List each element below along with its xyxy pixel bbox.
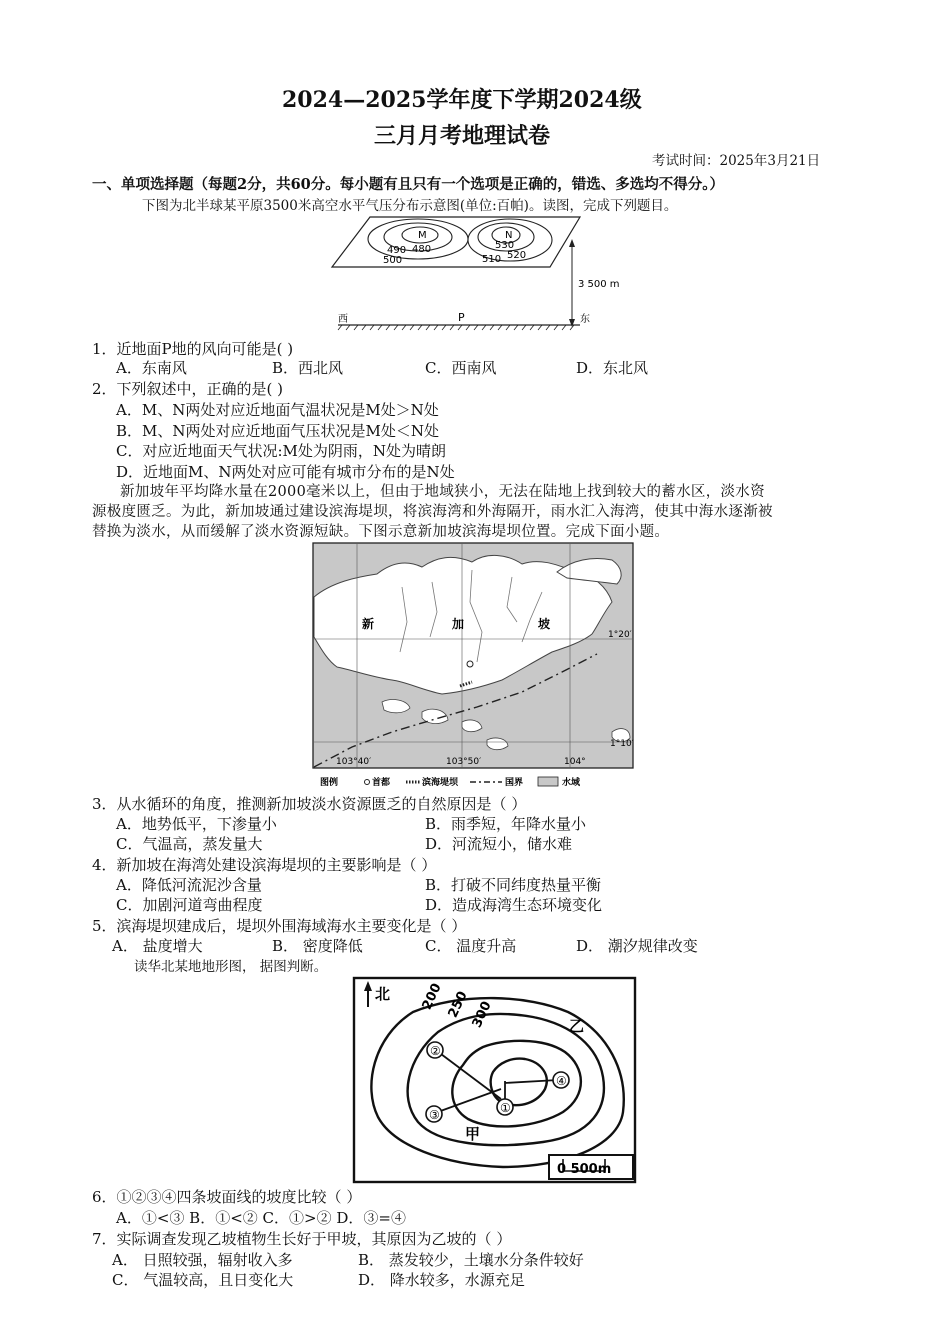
q1-option-d[interactable]: D．东北风 <box>576 359 649 377</box>
map-label-po: 坡 <box>538 617 551 631</box>
legend-capital-icon <box>365 780 370 785</box>
contour-frame <box>354 978 635 1182</box>
isobar-530: 530 <box>495 240 515 251</box>
q1-option-c[interactable]: C．西南风 <box>425 359 497 377</box>
north-label: 北 <box>375 985 391 1003</box>
lat-label-1: 1°20′ <box>608 630 632 640</box>
label-n: N <box>505 230 513 241</box>
q7-option-a[interactable]: A． 日照较强，辐射收入多 <box>112 1251 293 1269</box>
q1-stem: 1．近地面P地的风向可能是( ) <box>92 340 294 358</box>
isobar-520: 520 <box>507 250 527 261</box>
legend-water-icon <box>538 777 558 786</box>
q3-option-d[interactable]: D．河流短小，储水难 <box>425 835 573 853</box>
slope-label-yi: 乙 <box>569 1017 585 1035</box>
intro-singapore-line-1: 新加坡年平均降水量在2000毫米以上，但由于地域狭小，无法在陆地上找到较大的蓄水区，淡水资 <box>120 484 765 500</box>
title-line-2: 三月月考地理试卷 <box>374 123 551 149</box>
isobar-510: 510 <box>482 254 502 265</box>
contour-label-200: 200 <box>419 981 445 1013</box>
q3-stem: 3．从水循环的角度，推测新加坡淡水资源匮乏的自然原因是（ ） <box>92 795 527 813</box>
q7-option-d[interactable]: D． 降水较多，水源充足 <box>358 1271 525 1289</box>
intro-figure-1: 下图为北半球某平原3500米高空水平气压分布示意图(单位:百帕)。读图，完成下列题目。 <box>142 198 678 214</box>
capital-marker <box>467 661 473 667</box>
exam-date: 考试时间：2025年3月21日 <box>652 153 821 169</box>
legend-water: 水域 <box>562 778 581 788</box>
q3-option-c[interactable]: C．气温高，蒸发量大 <box>116 835 263 853</box>
lon-label-2: 103°50′ <box>446 757 482 767</box>
legend-title: 图例 <box>320 778 339 788</box>
q2-option-b[interactable]: B．M、N两处对应近地面气压状况是M处＜N处 <box>116 422 439 440</box>
q6-options[interactable]: A．①<③ B．①<② C．①>② D．③=④ <box>116 1209 406 1227</box>
marker-3: ③ <box>429 1108 440 1122</box>
q2-option-c[interactable]: C．对应近地面天气状况:M处为阴雨，N处为晴朗 <box>116 442 447 460</box>
q1-option-b[interactable]: B．西北风 <box>272 359 344 377</box>
label-west: 西 <box>338 314 348 325</box>
contour-label-250: 250 <box>445 989 471 1021</box>
q4-option-b[interactable]: B．打破不同纬度热量平衡 <box>425 876 602 894</box>
legend-capital: 首都 <box>372 778 391 788</box>
isobar-500: 500 <box>383 255 403 266</box>
q2-stem: 2．下列叙述中，正确的是( ) <box>92 380 284 398</box>
label-p: P <box>458 311 465 324</box>
marker-2: ② <box>430 1044 441 1058</box>
legend-border: 国界 <box>505 778 524 788</box>
q2-option-a[interactable]: A．M、N两处对应近地面气温状况是M处＞N处 <box>116 401 439 419</box>
label-east: 东 <box>580 314 590 325</box>
map-label-jia: 加 <box>452 617 465 631</box>
scale-label: 0 500m <box>557 1162 612 1177</box>
q4-option-d[interactable]: D．造成海湾生态环境变化 <box>425 896 603 914</box>
q3-option-b[interactable]: B．雨季短，年降水量小 <box>425 815 587 833</box>
q4-option-c[interactable]: C．加剧河道弯曲程度 <box>116 896 263 914</box>
q5-option-d[interactable]: D． 潮汐规律改变 <box>576 937 698 955</box>
q7-option-b[interactable]: B． 蒸发较少，土壤水分条件较好 <box>358 1251 584 1269</box>
section-heading: 一、单项选择题（每题2分，共60分。每小题有且只有一个选项是正确的，错选、多选均不得分。） <box>92 176 725 193</box>
lat-label-2: 1°10′ <box>610 739 634 749</box>
q5-stem: 5．滨海堤坝建成后，堤坝外围海域海水主要变化是（ ） <box>92 917 467 935</box>
q5-option-c[interactable]: C． 温度升高 <box>425 937 517 955</box>
q5-option-b[interactable]: B． 密度降低 <box>272 937 363 955</box>
marker-4: ④ <box>556 1074 567 1088</box>
intro-singapore-line-2: 源极度匮乏。为此，新加坡通过建设滨海堤坝，将滨海湾和外海隔开，雨水汇入海湾，使其中海水逐渐被 <box>92 504 773 520</box>
q2-option-d[interactable]: D．近地面M、N两处对应可能有城市分布的是N处 <box>116 463 455 481</box>
legend-dam: 滨海堤坝 <box>422 778 459 788</box>
title-line-1: 2024—2025学年度下学期2024级 <box>282 87 642 113</box>
isobar-490: 490 <box>387 245 407 256</box>
height-label: 3 500 m <box>578 279 620 290</box>
q5-option-a[interactable]: A． 盐度增大 <box>112 937 203 955</box>
q6-stem: 6．①②③④四条坡面线的坡度比较（ ） <box>92 1188 362 1206</box>
label-m: M <box>418 230 427 241</box>
map-label-xin: 新 <box>362 617 375 631</box>
q4-option-a[interactable]: A．降低河流泥沙含量 <box>116 876 262 894</box>
figure-pressure-diagram <box>330 215 630 335</box>
q7-stem: 7．实际调查发现乙坡植物生长好于甲坡，其原因为乙坡的（ ） <box>92 1230 512 1248</box>
isobar-480: 480 <box>412 244 432 255</box>
slope-label-jia: 甲 <box>465 1125 481 1143</box>
contour-label-300: 300 <box>469 999 495 1031</box>
intro-topographic-map: 读华北某地地形图， 据图判断。 <box>134 959 328 975</box>
q7-option-c[interactable]: C． 气温较高，且日变化大 <box>112 1271 294 1289</box>
q3-option-a[interactable]: A．地势低平，下渗量小 <box>116 815 277 833</box>
lon-label-3: 104° <box>564 757 586 767</box>
q1-option-a[interactable]: A．东南风 <box>116 359 187 377</box>
figure-contour-map <box>353 977 638 1185</box>
marker-1: ① <box>500 1101 511 1115</box>
lon-label-1: 103°40′ <box>336 757 372 767</box>
isobaric-plane <box>332 217 580 267</box>
intro-singapore-line-3: 替换为淡水，从而缓解了淡水资源短缺。下图示意新加坡滨海堤坝位置。完成下面小题。 <box>92 524 670 540</box>
q4-stem: 4．新加坡在海湾处建设滨海堤坝的主要影响是（ ） <box>92 856 437 874</box>
ground-hatch <box>338 325 574 330</box>
figure-singapore-map <box>312 542 637 792</box>
